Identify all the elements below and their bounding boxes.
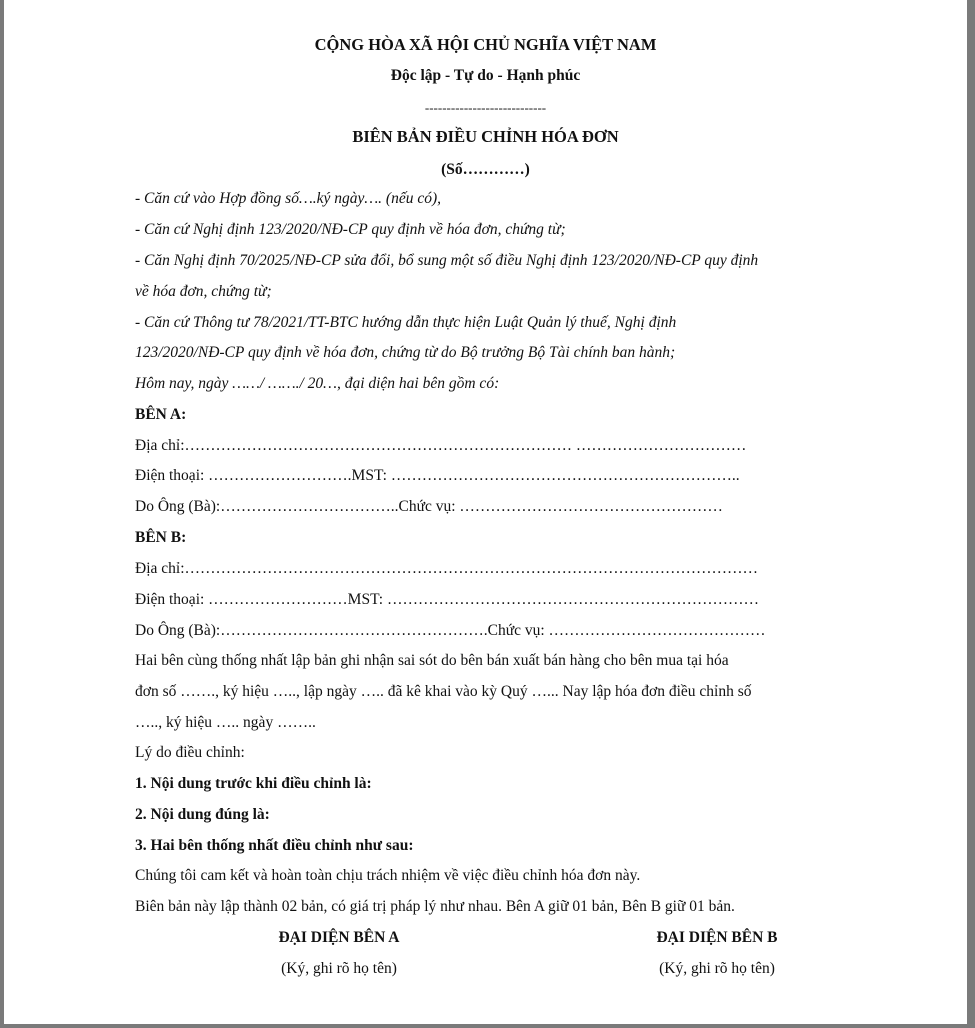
agreement-text: Hai bên cùng thống nhất lập bản ghi nhận sai sót do bên bán xuất bán hàng cho bên mua tại hóa bbox=[135, 652, 729, 669]
commitment-text: Chúng tôi cam kết và hoàn toàn chịu trách nhiệm về việc điều chỉnh hóa đơn này. bbox=[135, 867, 641, 884]
signature-a-title: ĐẠI DIỆN BÊN A bbox=[278, 929, 400, 946]
basis-line: - Căn cứ Nghị định 123/2020/NĐ-CP quy định về hóa đơn, chứng từ; bbox=[135, 221, 566, 238]
party-a-address: Địa chỉ:………………………………………………………………… …………………………… bbox=[135, 437, 747, 454]
agreement-text: ….., ký hiệu ….. ngày …….. bbox=[135, 714, 316, 731]
document-title: BIÊN BẢN ĐIỀU CHỈNH HÓA ĐƠN bbox=[352, 127, 619, 146]
party-a-phone: Điện thoại: ……………………….MST: ………………………………………………………….. bbox=[135, 467, 740, 484]
document-page bbox=[4, 0, 967, 1024]
signature-b-note: (Ký, ghi rõ họ tên) bbox=[659, 960, 775, 977]
item-agreement: 3. Hai bên thống nhất điều chỉnh như sau: bbox=[135, 837, 414, 854]
reason-label: Lý do điều chỉnh: bbox=[135, 744, 245, 761]
signature-b-title: ĐẠI DIỆN BÊN B bbox=[656, 929, 778, 946]
motto: Độc lập - Tự do - Hạnh phúc bbox=[390, 67, 581, 84]
basis-line: về hóa đơn, chứng từ; bbox=[135, 283, 272, 300]
copies-text: Biên bản này lập thành 02 bản, có giá trị pháp lý như nhau. Bên A giữ 01 bản, Bên B giữ 01 bản. bbox=[135, 898, 735, 915]
basis-line: - Căn cứ vào Hợp đồng số….ký ngày…. (nếu có), bbox=[135, 190, 441, 207]
basis-line: - Căn Nghị định 70/2025/NĐ-CP sửa đổi, bổ sung một số điều Nghị định 123/2020/NĐ-CP quy định bbox=[135, 252, 759, 269]
basis-line: - Căn cứ Thông tư 78/2021/TT-BTC hướng dẫn thực hiện Luật Quản lý thuế, Nghị định bbox=[135, 314, 677, 331]
party-a-heading: BÊN A: bbox=[135, 406, 187, 423]
item-correct: 2. Nội dung đúng là: bbox=[135, 806, 270, 823]
party-b-address: Địa chỉ:………………………………………………………………………………………………… bbox=[135, 560, 758, 577]
party-a-representative: Do Ông (Bà):……………………………..Chức vụ: …………………………………………… bbox=[135, 498, 723, 515]
date-line: Hôm nay, ngày ……/ ……./ 20…, đại diện hai bên gồm có: bbox=[135, 375, 500, 392]
party-b-representative: Do Ông (Bà):…………………………………………….Chức vụ: …………………………………… bbox=[135, 622, 766, 639]
header-separator: ---------------------------- bbox=[424, 100, 547, 115]
signature-a-note: (Ký, ghi rõ họ tên) bbox=[281, 960, 397, 977]
party-b-heading: BÊN B: bbox=[135, 529, 187, 546]
agreement-text: đơn số ……., ký hiệu ….., lập ngày ….. đã kê khai vào kỳ Quý …... Nay lập hóa đơn điều chỉnh số bbox=[135, 683, 752, 700]
party-b-phone: Điện thoại: ………………………MST: ……………………………………………………………… bbox=[135, 591, 759, 608]
country-header: CỘNG HÒA XÃ HỘI CHỦ NGHĨA VIỆT NAM bbox=[314, 35, 657, 54]
basis-line: 123/2020/NĐ-CP quy định về hóa đơn, chứng từ do Bộ trưởng Bộ Tài chính ban hành; bbox=[135, 344, 676, 361]
item-before: 1. Nội dung trước khi điều chỉnh là: bbox=[135, 775, 372, 792]
document-number: (Số…………) bbox=[441, 161, 530, 178]
